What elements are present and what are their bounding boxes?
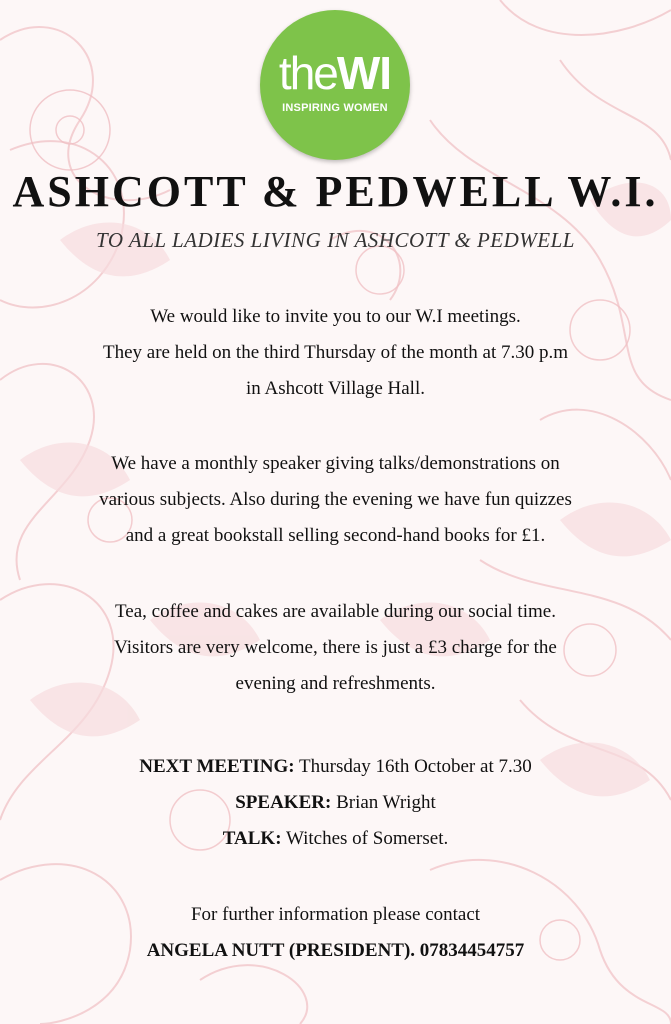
- logo-the-text: the: [278, 47, 337, 99]
- contact-line: For further information please contact: [190, 904, 481, 925]
- speaker-line: [30, 785, 641, 821]
- speaker-value: Brian Wright: [331, 792, 436, 813]
- invite-line: They are held on the third Thursday of the month at 7.30 p.m: [102, 342, 569, 363]
- wi-logo: [260, 10, 410, 160]
- talk-label: TALK:: [222, 828, 282, 849]
- invite-line: in Ashcott Village Hall.: [246, 378, 425, 399]
- page-subtitle: TO ALL LADIES LIVING IN ASHCOTT & PEDWELL: [96, 228, 575, 252]
- social-line: evening and refreshments.: [235, 673, 436, 694]
- speaker-info-line: and a great bookstall selling second-hand books for £1.: [125, 525, 546, 546]
- talk-value: Witches of Somerset.: [281, 828, 449, 849]
- next-meeting-value: Thursday 16th October at 7.30: [294, 756, 532, 777]
- social-line: Tea, coffee and cakes are available during our social time.: [115, 601, 556, 622]
- speaker-label: SPEAKER:: [235, 792, 332, 813]
- logo-tagline: INSPIRING WOMEN: [282, 102, 388, 114]
- next-meeting-label: NEXT MEETING:: [139, 756, 295, 777]
- contact-info: [30, 897, 641, 969]
- next-meeting-line: [30, 749, 641, 785]
- contact-name-phone: ANGELA NUTT (PRESIDENT). 07834454757: [146, 940, 525, 961]
- logo-wi-text: WI: [336, 47, 392, 99]
- logo-wordmark: [260, 47, 410, 99]
- invite-paragraph: [30, 299, 641, 407]
- speaker-info-line: various subjects. Also during the evening we have fun quizzes: [99, 489, 572, 510]
- social-line: Visitors are very welcome, there is just a £3 charge for the: [114, 637, 557, 658]
- speaker-info-paragraph: [30, 446, 641, 554]
- invite-line: We would like to invite you to our W.I meetings.: [150, 306, 521, 327]
- page-title: ASHCOTT & PEDWELL W.I.: [12, 167, 659, 216]
- speaker-info-line: We have a monthly speaker giving talks/demonstrations on: [111, 453, 560, 474]
- talk-line: [30, 821, 641, 857]
- social-paragraph: [30, 594, 641, 702]
- meeting-details: [30, 749, 641, 857]
